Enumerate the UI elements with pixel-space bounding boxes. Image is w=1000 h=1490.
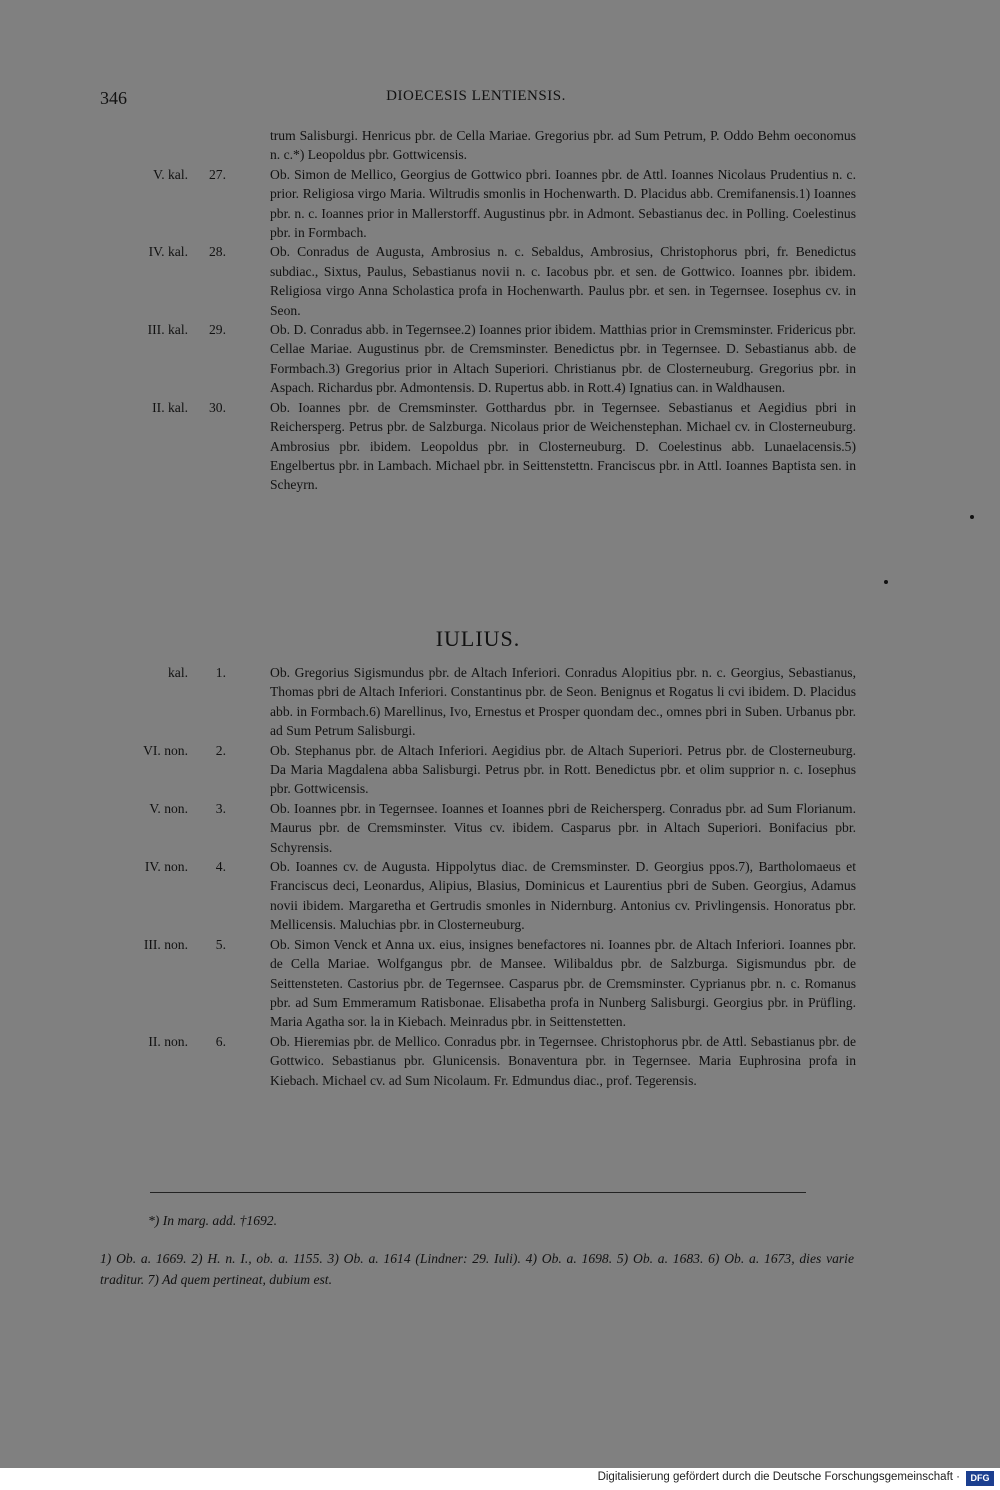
day-label: III. non. xyxy=(143,936,188,952)
day-number: 1. xyxy=(215,665,226,680)
june-block xyxy=(100,126,856,495)
list-item xyxy=(100,398,856,495)
day-label: IV. kal. xyxy=(148,244,188,260)
footnote-divider xyxy=(150,1192,806,1193)
entry-text: Ob. Gregorius Sigismundus pbr. de Altach Inferiori. Conradus Alopitius pbr. n. c. Georgius, Sebastianus, Thomas pbri de Altach Inferiori. Constantinus pbr. de Seon. Benignus et Rogatus li cvi ibidem. D. Placidus abb. in Formbach.6) Marellinus, Ivo, Ernestus et Prosper quondam dec., omnes pbri in Suben. Urbanus pbr. ad Sum Petrum Salisburgi. xyxy=(270,665,856,739)
entry-text: Ob. Stephanus pbr. de Altach Inferiori. Aegidius pbr. de Altach Superiori. Petrus pbr. de Closterneuburg. Da Maria Magdalena abba Salisburgi. Petrus pbr. in Rott. Benedictus pbr. et olim supprior n. c. Iosephus pbr. Gottwicensis. xyxy=(270,742,856,797)
day-number: 27. xyxy=(209,166,226,182)
day-number: 5. xyxy=(215,936,226,952)
day-label: II. non. xyxy=(148,1033,188,1049)
dfg-logo: DFG xyxy=(966,1471,994,1486)
day-number: 2. xyxy=(215,742,226,758)
day-label: VI. non. xyxy=(143,742,188,758)
entry-text: Ob. Conradus de Augusta, Ambrosius n. c. Sebaldus, Ambrosius, Christophorus pbri, fr. Benedictus subdiac., Sixtus, Paulus, Sebastianus novii n. c. Iacobus pbr. et sen. de Gottwico. Ioannes pbr. ibidem. Religiosa virgo Anna Scholastica profa in Hochenwarth. Paulus pbr. et sen. in Tegernsee. Iosephus cv. in Seon. xyxy=(270,244,856,318)
scan-speck xyxy=(970,515,974,519)
day-number: 29. xyxy=(209,322,226,338)
section-title: IULIUS. xyxy=(435,626,521,651)
entry-text: Ob. Ioannes pbr. de Cremsminster. Gotthardus pbr. in Tegernsee. Sebastianus et Aegidius pbri in Reichersperg. Petrus pbr. de Salzburga. Nicolaus prior de Weichenstephan. Michael cv. in Closterneuburg. Ambrosius pbr. ibidem. Leopoldus pbr. in Closterneuburg. D. Coelestinus abb. Lunaelacensis.5) Engelbertus pbr. in Lambach. Michael pbr. in Seittenstettn. Franciscus pbr. in Attl. Ioannes Baptista sen. in Scheyrn. xyxy=(270,399,856,493)
day-label: kal. xyxy=(167,665,188,680)
day-label: III. kal. xyxy=(147,322,188,338)
day-number: 30. xyxy=(209,399,226,415)
page-header xyxy=(100,88,852,112)
list-item xyxy=(100,857,856,935)
list-item xyxy=(100,741,856,799)
day-label: V. non. xyxy=(149,800,188,816)
day-number: 4. xyxy=(215,859,226,875)
july-block xyxy=(100,663,856,1090)
scan-speck xyxy=(884,580,888,584)
entry-text: Ob. Ioannes cv. de Augusta. Hippolytus diac. de Cremsminster. D. Georgius ppos.7), Bartholomaeus et Franciscus deci, Leonardus, Alipius, Blasius, Dominicus et Laurentius pbri de Suben. Georgius, Adamus novii ibidem. Margaretha et Gertrudis smonles in Nidernburg. Antonius cv. Privlingensis. Honoratus pbr. Mellicensis. Maluchias pbr. in Closterneuburg. xyxy=(270,859,856,933)
list-item xyxy=(100,935,856,1032)
list-item xyxy=(100,663,856,741)
day-label: IV. non. xyxy=(144,859,188,875)
day-number: 6. xyxy=(215,1033,226,1049)
footer-bar xyxy=(0,1468,1000,1490)
footnotes-numbered: 1) Ob. a. 1669. 2) H. n. I., ob. a. 1155. 3) Ob. a. 1614 (Lindner: 29. Iuli). 4) Ob. a. 1698. 5) Ob. a. 1683. 6) Ob. a. 1673, dies varie traditur. 7) Ad quem pertineat, dubium est. xyxy=(100,1251,854,1287)
day-label: II. kal. xyxy=(152,399,188,415)
day-number: 28. xyxy=(209,244,226,260)
list-item xyxy=(100,799,856,857)
entry-text: Ob. Simon de Mellico, Georgius de Gottwico pbri. Ioannes pbr. de Attl. Ioannes Nicolaus Prudentius n. c. prior. Religiosa virgo Maria. Wiltrudis smonlis in Hochenwarth. D. Placidus abb. Cremifanensis.1) Ioannes pbr. n. c. Ioannes prior in Mallerstorff. Augustinus pbr. in Admont. Sebastianus dec. in Polling. Coelestinus pbr. in Formbach. xyxy=(270,166,856,241)
list-item xyxy=(100,165,856,243)
running-title: DIOECESIS LENTIENSIS. xyxy=(386,88,566,104)
entry-text: Ob. Ioannes pbr. in Tegernsee. Ioannes et Ioannes pbri de Reichersperg. Conradus pbr. ad Sum Florianum. Maurus pbr. de Cremsminster. Vitus cv. ibidem. Casparus pbr. in Altach Superiori. Bonifacius pbr. Schyrensis. xyxy=(270,800,856,855)
footnote-star: *) In marg. add. †1692. xyxy=(148,1213,278,1228)
dfg-credit-text: Digitalisierung gefördert durch die Deutsche Forschungsgemeinschaft · xyxy=(597,1471,960,1483)
entry-text: Ob. Hieremias pbr. de Mellico. Conradus pbr. in Tegernsee. Christophorus pbr. de Attl. Sebastianus pbr. de Gottwico. Sebastianus pbr. Glunicensis. Bonaventura pbr. in Tegernsee. Maria Euphrosina profa in Kiebach. Michael cv. ad Sum Nicolaum. Fr. Edmundus diac., prof. Tegerensis. xyxy=(270,1033,856,1088)
continuation-text: trum Salisburgi. Henricus pbr. de Cella Mariae. Gregorius pbr. ad Sum Petrum, P. Oddo Behm oeconomus n. c.*) Leopoldus pbr. Gottwicensis. xyxy=(270,128,856,163)
day-label: V. kal. xyxy=(153,166,188,182)
entry-text: Ob. Simon Venck et Anna ux. eius, insignes benefactores ni. Ioannes pbr. de Altach Inferiori. Ioannes pbr. de Cella Mariae. Wolfgangus pbr. de Mansee. Wilibaldus pbr. de Salzburga. Sigismundus pbr. de Seittensteten. Castorius pbr. de Tegernsee. Casparus pbr. de Cremsminster. Cyprianus pbr. n. c. Romanus pbr. ad Sum Emmeramum Ratisbonae. Elisabetha profa in Nunberg Salisburgi. Georgius pbr. in Prüfling. Maria Agatha sor. la in Kiebach. Meinradus pbr. in Seittenstetten. xyxy=(270,936,856,1030)
day-number: 3. xyxy=(215,800,226,816)
entry-text: Ob. D. Conradus abb. in Tegernsee.2) Ioannes prior ibidem. Matthias prior in Cremsminster. Fridericus pbr. Cellae Mariae. Augustinus pbr. de Cremsminster. Benedictus pbr. in Tegernsee. D. Sebastianus abb. de Formbach.3) Gregorius prior in Altach Superiori. Christianus pbr. de Closterneuburg. Gregorius pbr. in Aspach. Richardus pbr. Admontensis. D. Rupertus abb. in Rott.4) Ignatius can. in Waldhausen. xyxy=(270,322,856,396)
list-item xyxy=(100,320,856,398)
page-number: 346 xyxy=(100,88,127,108)
list-item xyxy=(100,1032,856,1090)
list-item xyxy=(100,242,856,320)
